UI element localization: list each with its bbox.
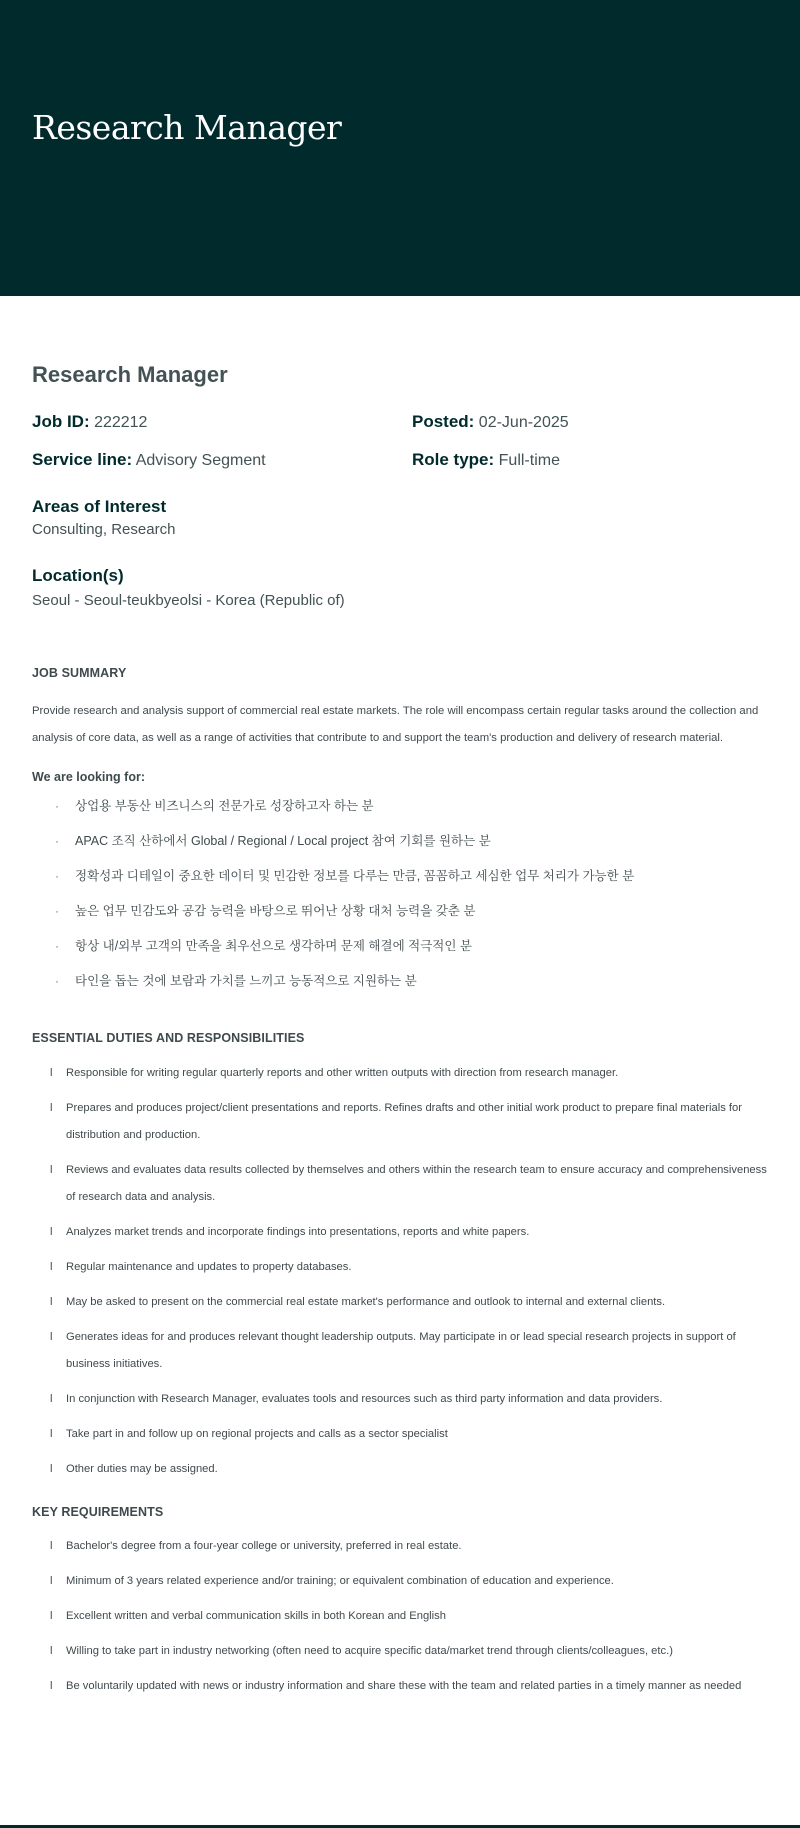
list-item: · 높은 업무 민감도와 공감 능력을 바탕으로 뛰어난 상황 대처 능력을 갖춘 분 <box>32 901 772 936</box>
job-summary-heading: JOB SUMMARY <box>32 666 127 680</box>
list-marker: l <box>50 1428 53 1440</box>
list-item: l Other duties may be assigned. <box>32 1456 777 1483</box>
job-id-label: Job ID: <box>32 412 90 431</box>
areas-value: Consulting, Research <box>32 521 176 538</box>
list-item: l Willing to take part in industry networking (often need to acquire specific data/market trend through clients/colleagues, etc.) <box>32 1638 777 1665</box>
requirements-heading: KEY REQUIREMENTS <box>32 1505 164 1519</box>
service-line-value: Advisory Segment <box>135 452 266 469</box>
list-item: l Bachelor's degree from a four-year college or university, preferred in real estate. <box>32 1533 777 1560</box>
looking-for-heading: We are looking for: <box>32 770 145 784</box>
list-item: l Prepares and produces project/client presentations and reports. Refines drafts and other initial work product to prepare final materials for distribution and production. <box>32 1095 777 1149</box>
list-item: · 정확성과 디테일이 중요한 데이터 및 민감한 정보를 다루는 만큼, 꼼꼼하고 세심한 업무 처리가 가능한 분 <box>32 866 772 901</box>
hero-banner <box>0 0 800 296</box>
list-item: l Regular maintenance and updates to property databases. <box>32 1254 777 1281</box>
list-marker: l <box>50 1575 53 1587</box>
list-marker: l <box>50 1331 53 1343</box>
bullet-icon: · <box>55 869 59 883</box>
list-marker: l <box>50 1610 53 1622</box>
posted-value: 02-Jun-2025 <box>478 414 569 431</box>
list-marker: l <box>50 1102 53 1114</box>
bullet-icon: · <box>55 904 59 918</box>
list-item: l Reviews and evaluates data results collected by themselves and others within the research team to ensure accuracy and comprehensiveness of research data and analysis. <box>32 1157 777 1211</box>
list-marker: l <box>50 1645 53 1657</box>
list-item: l In conjunction with Research Manager, evaluates tools and resources such as third party information and data providers. <box>32 1386 777 1413</box>
requirements-list <box>32 1533 777 1708</box>
posted-date <box>412 412 569 432</box>
location-value: Seoul - Seoul-teukbyeolsi - Korea (Republic of) <box>32 592 345 609</box>
job-title: Research Manager <box>32 362 228 387</box>
list-item: l Be voluntarily updated with news or industry information and share these with the team and related parties in a timely manner as needed <box>32 1673 777 1700</box>
list-marker: l <box>50 1261 53 1273</box>
list-marker: l <box>50 1296 53 1308</box>
list-item: · 타인을 돕는 것에 보람과 가치를 느끼고 능동적으로 지원하는 분 <box>32 971 772 1006</box>
hero-title: Research Manager <box>32 108 342 147</box>
role-type-label: Role type: <box>412 450 495 469</box>
list-item: · 항상 내/외부 고객의 만족을 최우선으로 생각하며 문제 해결에 적극적인 분 <box>32 936 772 971</box>
list-item: l Analyzes market trends and incorporate findings into presentations, reports and white papers. <box>32 1219 777 1246</box>
list-item: l Excellent written and verbal communication skills in both Korean and English <box>32 1603 777 1630</box>
list-marker: l <box>50 1226 53 1238</box>
service-line-label: Service line: <box>32 450 133 469</box>
role-type-value: Full-time <box>498 452 560 469</box>
areas-heading: Areas of Interest <box>32 497 167 516</box>
list-item: · APAC 조직 산하에서 Global / Regional / Local project 참여 기회를 원하는 분 <box>32 831 772 866</box>
duties-list <box>32 1060 777 1491</box>
list-marker: l <box>50 1680 53 1692</box>
duties-heading: ESSENTIAL DUTIES AND RESPONSIBILITIES <box>32 1031 305 1045</box>
service-line <box>32 450 266 470</box>
job-summary-text: Provide research and analysis support of commercial real estate markets. The role will encompass certain regular tasks around the collection and analysis of core data, as well as a range of activities that contribute to and support the team's production and delivery of research material. <box>32 705 759 744</box>
meta-row-1 <box>32 412 772 436</box>
looking-for-list <box>32 796 772 1006</box>
bullet-icon: · <box>55 834 59 848</box>
location-heading: Location(s) <box>32 566 124 585</box>
list-item: · 상업용 부동산 비즈니스의 전문가로 성장하고자 하는 분 <box>32 796 772 831</box>
bullet-icon: · <box>55 939 59 953</box>
bullet-icon: · <box>55 974 59 988</box>
job-id <box>32 412 147 432</box>
bullet-icon: · <box>55 799 59 813</box>
list-item: l Take part in and follow up on regional projects and calls as a sector specialist <box>32 1421 777 1448</box>
list-marker: l <box>50 1164 53 1176</box>
list-marker: l <box>50 1067 53 1079</box>
list-item: l Generates ideas for and produces relevant thought leadership outputs. May participate in or lead special research projects in support of business initiatives. <box>32 1324 777 1378</box>
meta-row-2 <box>32 450 772 474</box>
list-item: l May be asked to present on the commercial real estate market's performance and outlook to internal and external clients. <box>32 1289 777 1316</box>
posted-label: Posted: <box>412 412 475 431</box>
list-marker: l <box>50 1540 53 1552</box>
list-item: l Minimum of 3 years related experience and/or training; or equivalent combination of education and experience. <box>32 1568 777 1595</box>
list-marker: l <box>50 1393 53 1405</box>
list-item: l Responsible for writing regular quarterly reports and other written outputs with direction from research manager. <box>32 1060 777 1087</box>
job-id-value: 222212 <box>94 414 148 431</box>
role-type <box>412 450 560 470</box>
list-marker: l <box>50 1463 53 1475</box>
